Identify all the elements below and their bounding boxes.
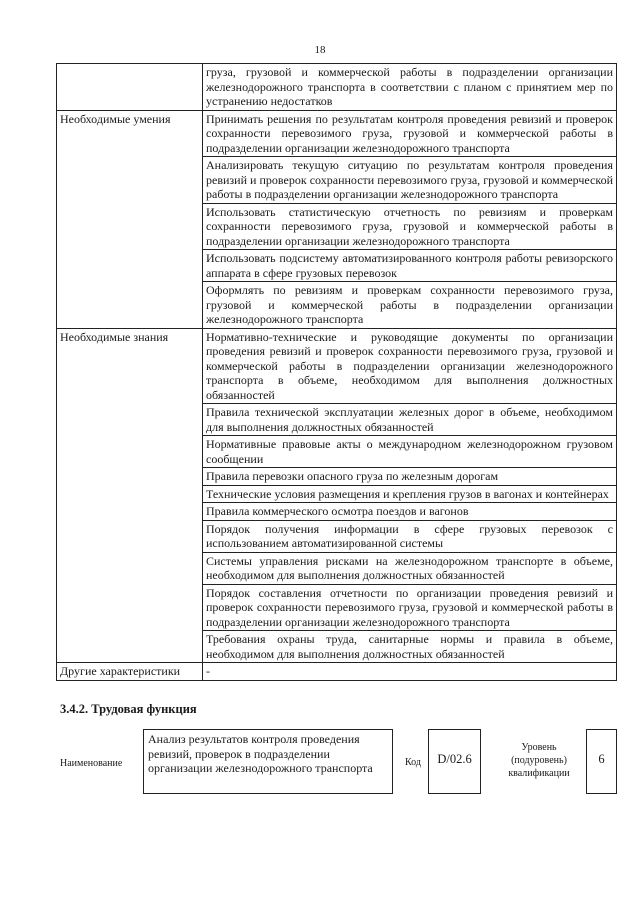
row-text: Системы управления рисками на железнодорожном транспорте в объеме, необходимом для выполнения должностных обязанностей	[203, 552, 617, 584]
function-name-box: Анализ результатов контроля проведения ревизий, проверок в подразделении организации железнодорожного транспорта	[143, 729, 393, 794]
row-text: Оформлять по ревизиям и проверкам сохранности перевозимого груза, грузовой и коммерческой работы в подразделении организации железнодорожного транспорта	[203, 282, 617, 329]
row-text: Анализировать текущую ситуацию по результатам контроля проведения ревизий и проверок сохранности перевозимого груза, грузовой и коммерческой работы в подразделении организации железнодорожного транспорта	[203, 157, 617, 204]
row-text: Использовать подсистему автоматизированного контроля работы ревизорского аппарата в сфере грузовых перевозок	[203, 250, 617, 282]
competency-table	[56, 63, 617, 681]
row-text: Технические условия размещения и крепления грузов в вагонах и контейнерах	[203, 485, 617, 503]
table-row	[57, 64, 617, 111]
row-label: Необходимые знания	[57, 328, 203, 663]
row-text: груза, грузовой и коммерческой работы в подразделении организации железнодорожного транспорта в соответствии с планом с принятием мер по устранению недостатков	[203, 64, 617, 111]
name-label: Наименование	[60, 758, 123, 769]
row-label	[57, 64, 203, 111]
function-code-box: D/02.6	[428, 729, 481, 794]
section-title: 3.4.2. Трудовая функция	[60, 702, 197, 716]
table-row	[57, 110, 617, 157]
row-text: Нормативные правовые акты о международном железнодорожном грузовом сообщении	[203, 436, 617, 468]
row-label: Необходимые умения	[57, 110, 203, 328]
row-text: Принимать решения по результатам контроля проведения ревизий и проверок сохранности перевозимого груза, грузовой и коммерческой работы в подразделении организации железнодорожного транспорта	[203, 110, 617, 157]
row-text: Правила перевозки опасного груза по железным дорогам	[203, 468, 617, 486]
page-number: 18	[314, 44, 326, 56]
row-text: Правила технической эксплуатации железных дорог в объеме, необходимом для выполнения должностных обязанностей	[203, 404, 617, 436]
code-label: Код	[405, 757, 421, 768]
row-text: Использовать статистическую отчетность по ревизиям и проверкам сохранности перевозимого груза, грузовой и коммерческой работы в подразделении организации железнодорожного транспорта	[203, 203, 617, 250]
row-text: Порядок составления отчетности по организации проведения ревизий и проверок сохранности перевозимого груза, грузовой и коммерческой работы в подразделении организации железнодорожного транспорта	[203, 584, 617, 631]
qualification-level-box: 6	[586, 729, 617, 794]
row-label: Другие характеристики	[57, 663, 203, 681]
table-row	[57, 663, 617, 681]
row-text: Порядок получения информации в сфере грузовых перевозок с использованием автоматизированной системы	[203, 520, 617, 552]
level-label: Уровень (подуровень) квалификации	[508, 742, 570, 779]
table-row	[57, 328, 617, 404]
row-text: -	[203, 663, 617, 681]
row-text: Нормативно-технические и руководящие документы по организации проведения ревизий и проверок сохранности перевозимого груза, грузовой и коммерческой работы в подразделении организации железнодорожного транспорта в объеме, необходимом для выполнения должностных обязанностей	[203, 328, 617, 404]
row-text: Правила коммерческого осмотра поездов и вагонов	[203, 503, 617, 521]
row-text: Требования охраны труда, санитарные нормы и правила в объеме, необходимом для выполнения должностных обязанностей	[203, 631, 617, 663]
